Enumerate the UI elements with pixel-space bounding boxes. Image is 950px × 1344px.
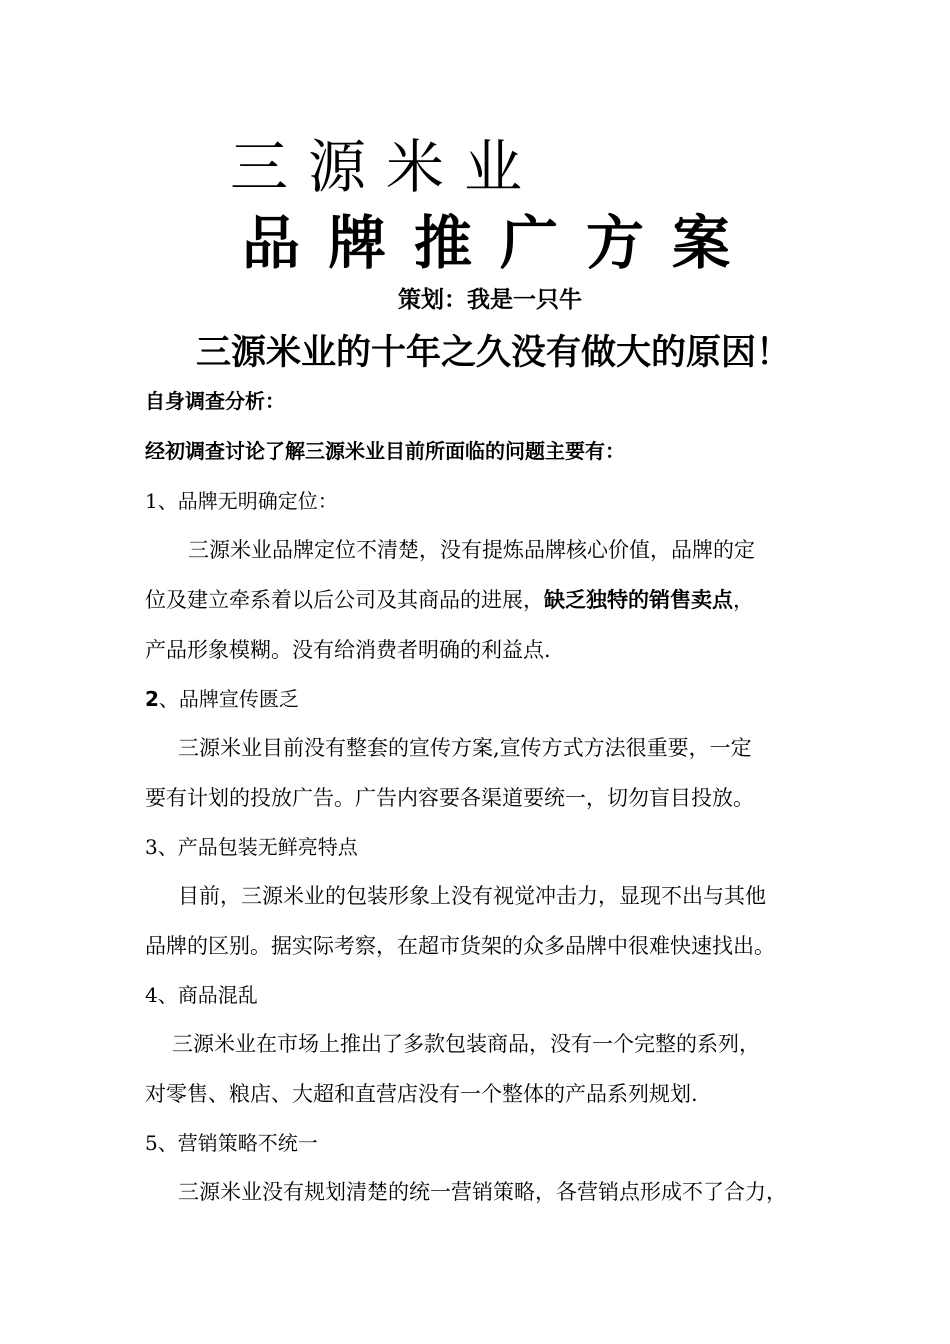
title-line-2: 品牌推广方案 (242, 209, 759, 277)
section-2-number: 2 (145, 687, 159, 711)
section-4-heading: 4、商品混乱 (145, 983, 258, 1007)
planner-credit: 策划：我是一只牛 (398, 287, 582, 313)
section-3-heading: 3、产品包装无鲜亮特点 (145, 835, 358, 859)
section-1-line-3: 产品形象模糊。没有给消费者明确的利益点. (145, 638, 551, 662)
headline: 三源米业的十年之久没有做大的原因！ (196, 333, 792, 373)
section-3-line-1: 目前，三源米业的包装形象上没有视觉冲击力，显现不出与其他 (178, 884, 766, 908)
section-1-emphasis: 缺乏独特的销售卖点 (544, 588, 733, 612)
section-1-line-2-text: 位及建立牵系着以后公司及其商品的进展， (145, 588, 544, 612)
section-2-heading (145, 684, 299, 714)
section-2-heading-text: 、品牌宣传匮乏 (158, 687, 299, 711)
section-1-line-1: 三源米业品牌定位不清楚，没有提炼品牌核心价值，品牌的定 (188, 538, 755, 562)
section-4-line-1: 三源米业在市场上推出了多款包装商品，没有一个完整的系列， (172, 1032, 760, 1056)
section-4-line-2: 对零售、粮店、大超和直营店没有一个整体的产品系列规划. (145, 1082, 698, 1106)
section-2-line-2: 要有计划的投放广告。广告内容要各渠道要统一，切勿盲目投放。 (145, 786, 754, 810)
section-1-line-2 (145, 584, 754, 616)
section-1-line-2-end: ， (733, 588, 754, 612)
section-5-heading: 5、营销策略不统一 (145, 1131, 318, 1155)
section-3-line-2: 品牌的区别。据实际考察，在超市货架的众多品牌中很难快速找出。 (145, 934, 775, 958)
intro-text: 经初调查讨论了解三源米业目前所面临的问题主要有： (145, 439, 625, 463)
section-2-line-1: 三源米业目前没有整套的宣传方案,宣传方式方法很重要，一定 (178, 736, 752, 760)
section-1-heading: 1、品牌无明确定位： (145, 489, 338, 513)
title-line-1: 三源米业 (230, 133, 543, 201)
section-5-line-1: 三源米业没有规划清楚的统一营销策略，各营销点形成不了合力， (178, 1180, 787, 1204)
analysis-label: 自身调查分析： (145, 389, 285, 413)
